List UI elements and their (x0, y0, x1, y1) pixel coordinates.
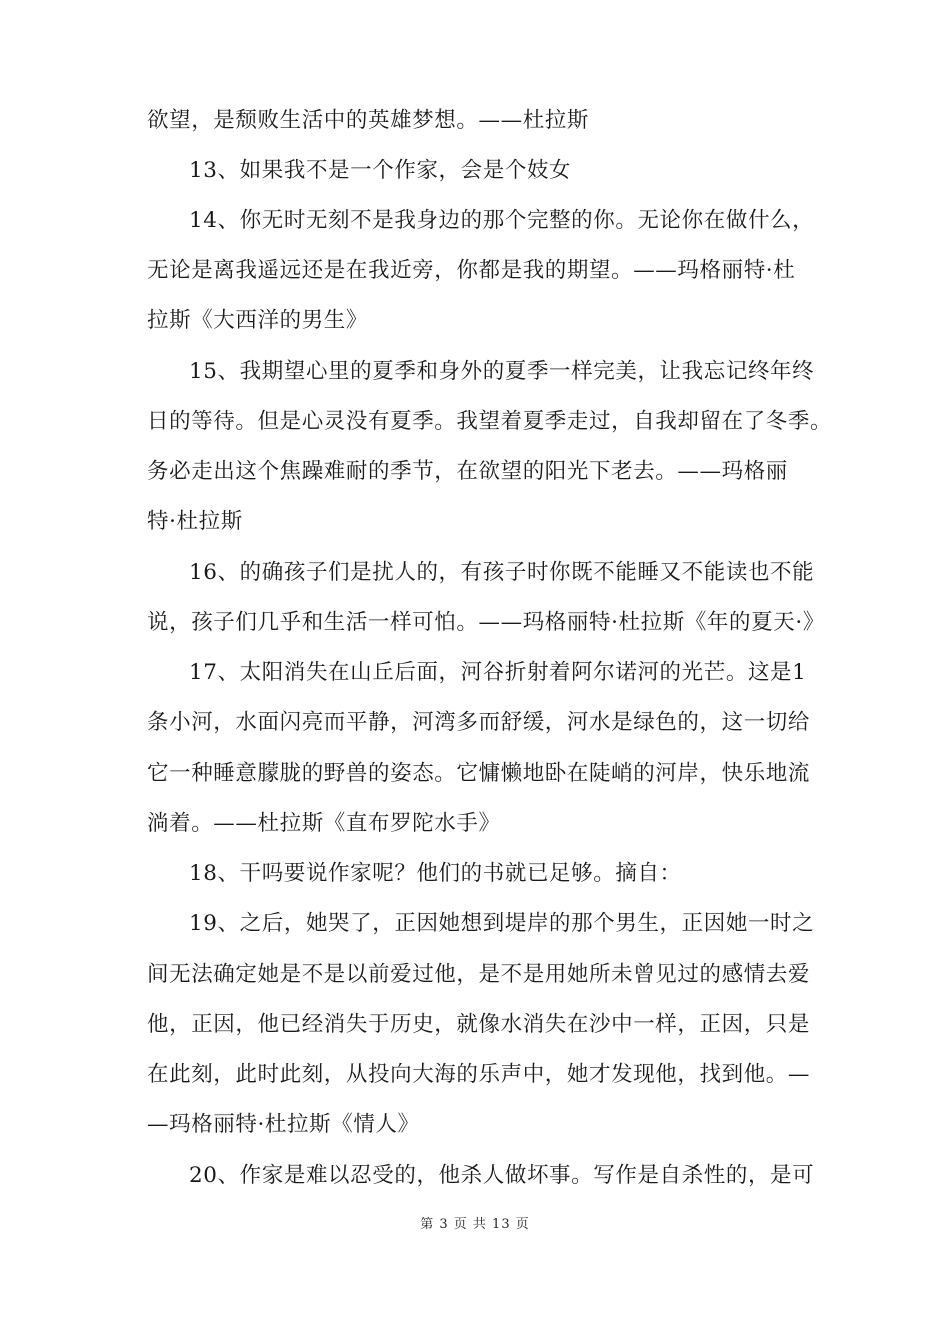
text-line-21: —玛格丽特·杜拉斯《情人》 (147, 1112, 420, 1137)
text-line-17: 19、之后，她哭了，正因她想到堤岸的那个男生，正因她一时之 (189, 911, 815, 936)
text-line-11: 说，孩子们几乎和生活一样可怕。——玛格丽特·杜拉斯《年的夏天·》 (147, 610, 825, 635)
text-line-5: 拉斯《大西洋的男生》 (147, 308, 369, 333)
text-line-16: 18、干吗要说作家呢？他们的书就已足够。摘自： (189, 861, 682, 886)
text-line-13: 条小河，水面闪亮而平静，河湾多而舒缓，河水是绿色的，这一切给 (147, 710, 811, 735)
text-line-8: 务必走出这个焦躁难耐的季节，在欲望的阳光下老去。——玛格丽 (147, 459, 788, 484)
text-line-4: 无论是离我遥远还是在我近旁，你都是我的期望。——玛格丽特·杜 (147, 258, 796, 283)
text-line-12: 17、太阳消失在山丘后面，河谷折射着阿尔诺河的光芒。这是1 (189, 660, 807, 685)
text-line-7: 日的等待。但是心灵没有夏季。我望着夏季走过，自我却留在了冬季。 (147, 409, 833, 434)
text-line-19: 他，正因，他已经消失于历史，就像水消失在沙中一样，正因，只是 (147, 1012, 811, 1037)
text-line-2: 13、如果我不是一个作家，会是个妓女 (189, 158, 572, 183)
text-line-6: 15、我期望心里的夏季和身外的夏季一样完美，让我忘记终年终 (189, 359, 815, 384)
text-line-9: 特·杜拉斯 (147, 509, 243, 534)
text-line-15: 淌着。——杜拉斯《直布罗陀水手》 (147, 811, 501, 836)
text-line-18: 间无法确定她是不是以前爱过他，是不是用她所未曾见过的感情去爱 (147, 962, 811, 987)
text-line-1: 欲望，是颓败生活中的英雄梦想。——杜拉斯 (147, 108, 590, 133)
text-line-3: 14、你无时无刻不是我身边的那个完整的你。无论你在做什么， (189, 208, 815, 233)
text-line-10: 16、的确孩子们是扰人的，有孩子时你既不能睡又不能读也不能 (189, 560, 815, 585)
text-line-20: 在此刻，此时此刻，从投向大海的乐声中，她才发现他，找到他。— (147, 1062, 811, 1087)
text-line-22: 20、作家是难以忍受的，他杀人做坏事。写作是自杀性的，是可 (189, 1163, 815, 1188)
text-line-14: 它一种睡意朦胧的野兽的姿态。它慵懒地卧在陡峭的河岸，快乐地流 (147, 761, 811, 786)
page-number-footer: 第 3 页 共 13 页 (420, 1217, 530, 1232)
